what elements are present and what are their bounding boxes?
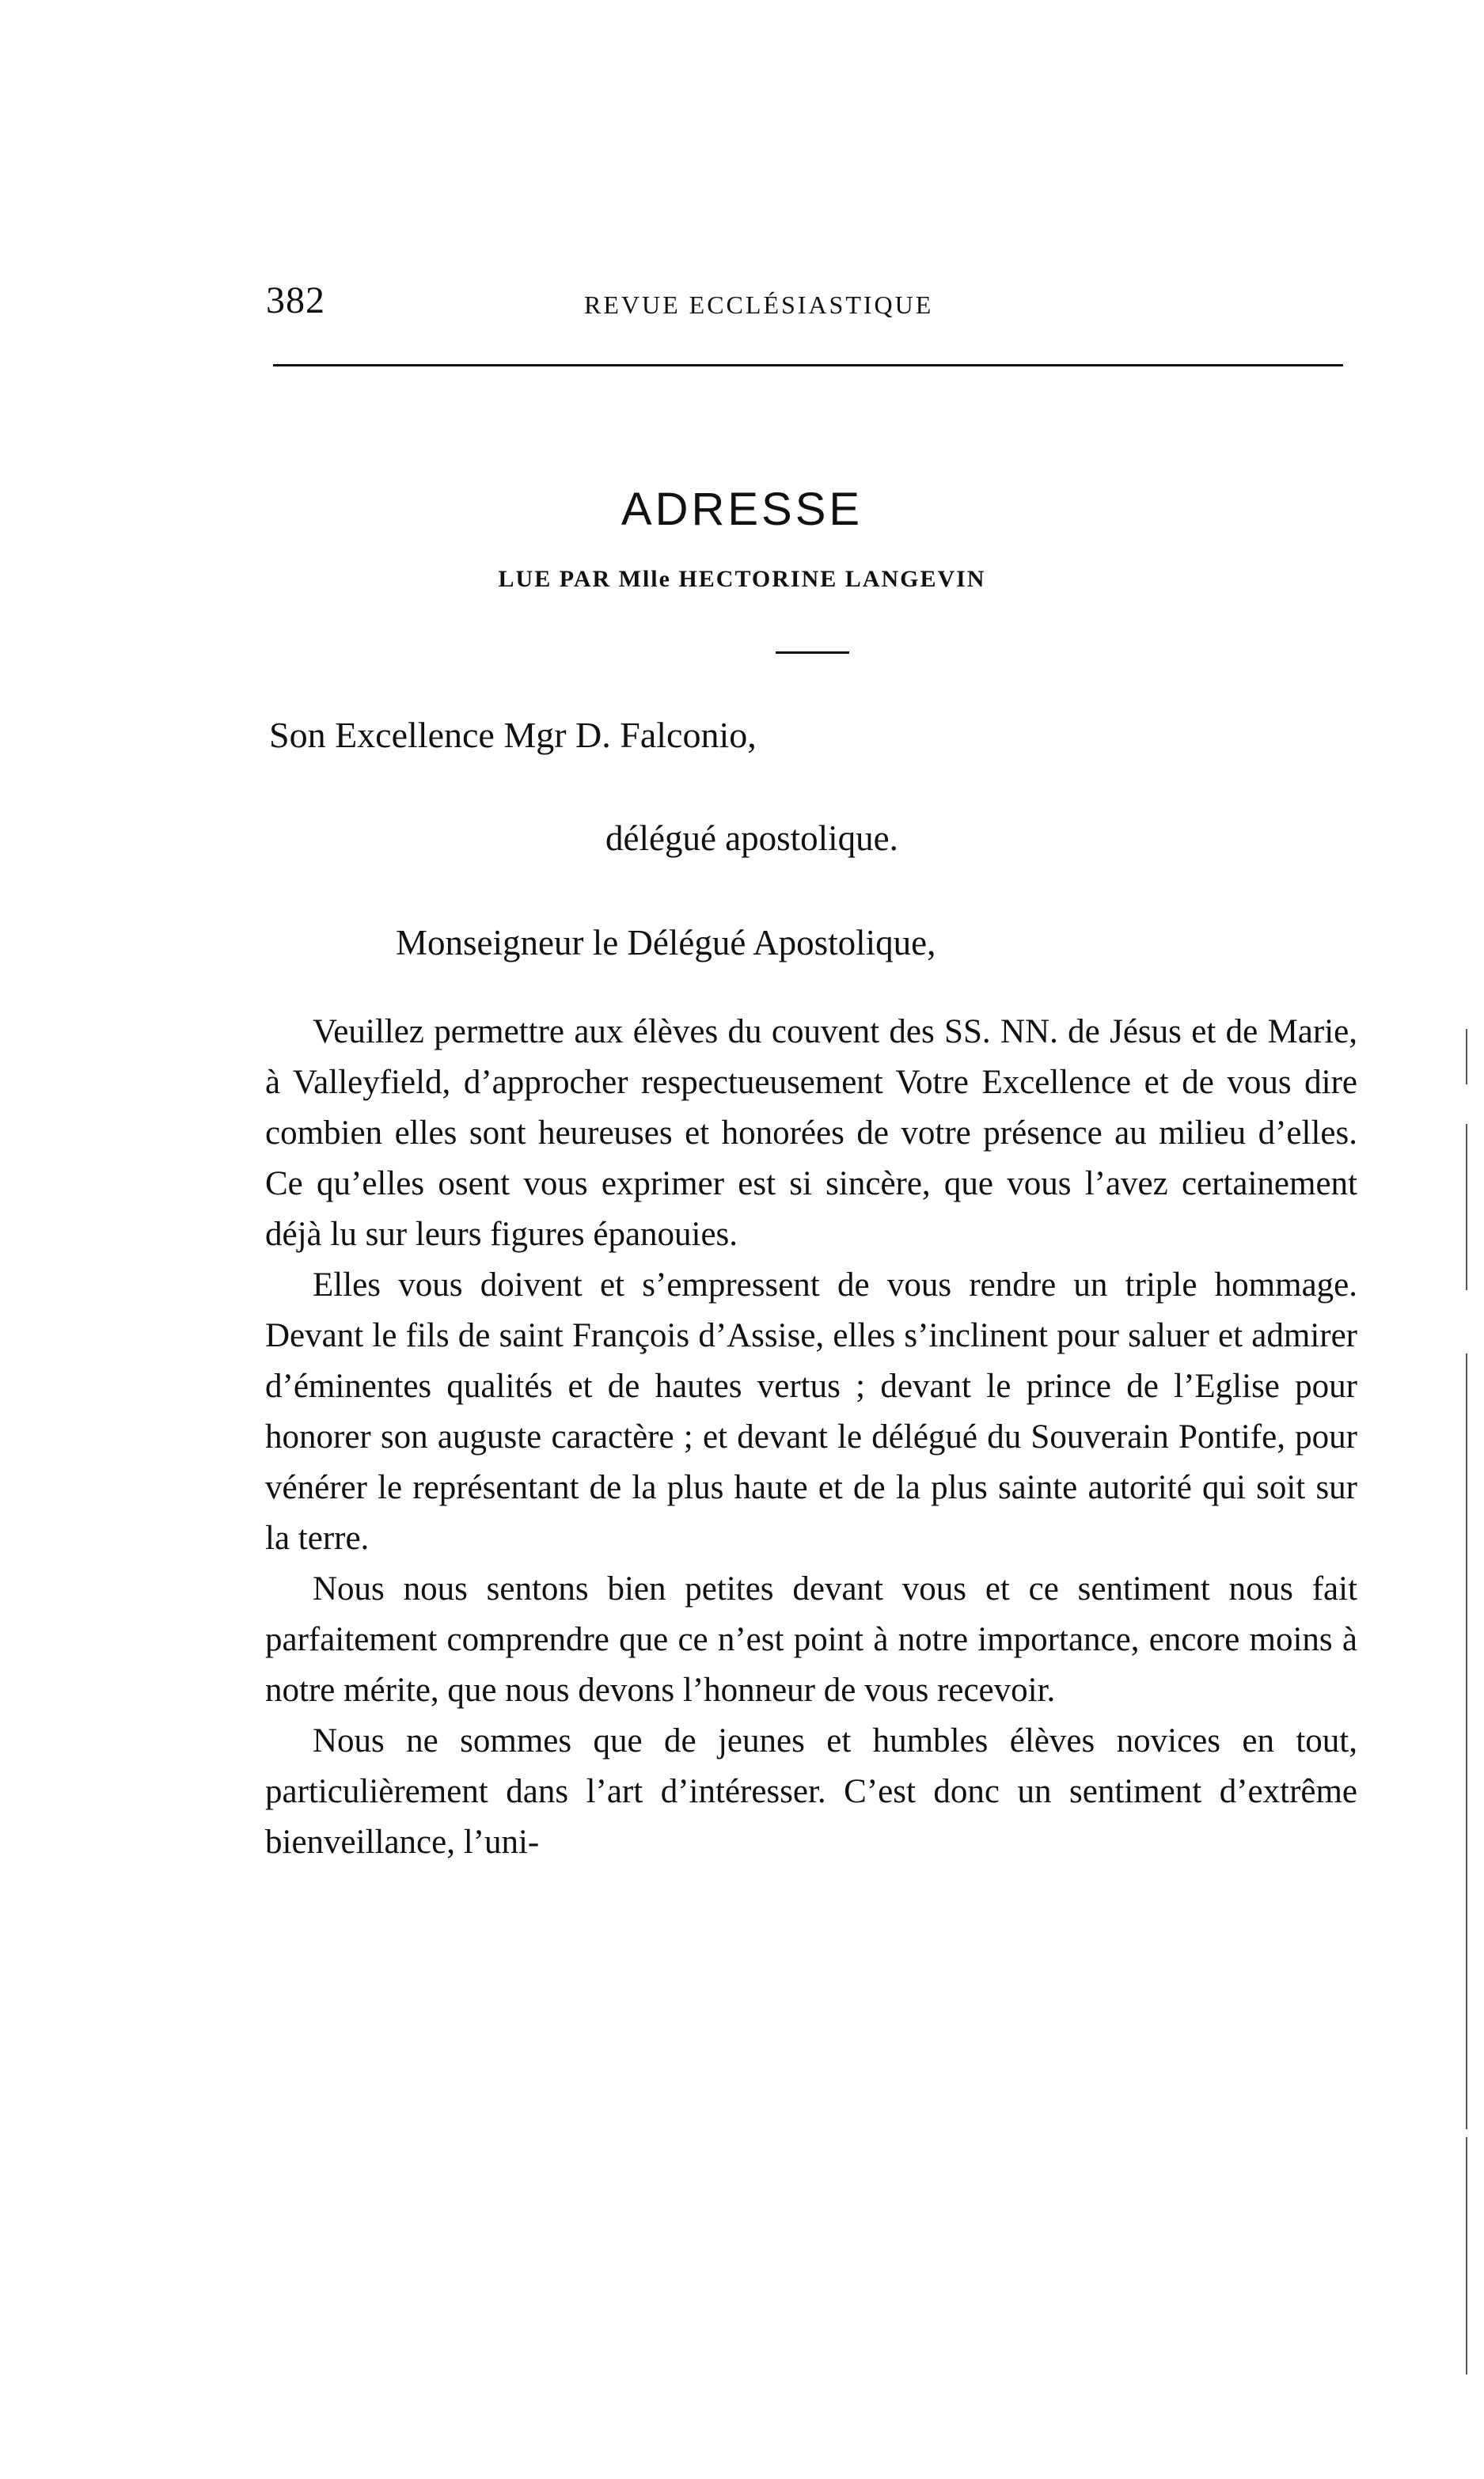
header-divider	[273, 364, 1343, 366]
page-number: 382	[266, 279, 325, 321]
article-subtitle: LUE PAR Mlle HECTORINE LANGEVIN	[498, 566, 986, 592]
body-paragraph-4: Nous ne sommes que de jeunes et humbles élèves novices en tout, particulièrement dans l’art d’intéresser. C’est donc un sentiment d’extrême bienveillance, l’uni-	[265, 1722, 1357, 1861]
salutation: Monseigneur le Délégué Apostolique,	[396, 923, 936, 962]
title-divider	[776, 651, 849, 654]
body-paragraph-3: Nous nous sentons bien petites devant vous et ce sentiment nous fait parfaitement comprendre que ce n’est point à notre importance, encore moins à notre mérite, que nous devons l’honneur de vous recevoir.	[265, 1570, 1357, 1709]
addressee-role: délégué apostolique.	[605, 818, 898, 858]
body-paragraph-1: Veuillez permettre aux élèves du couvent des SS. NN. de Jésus et de Marie, à Valleyfield, d’approcher respectueusement Votre Excellence et de vous dire combien elles sont heureuses et honorées de votre présence au milieu d’elles. Ce qu’elles osent vous exprimer est si sincère, que vous l’avez certainement déjà lu sur leurs figures épanouies.	[265, 1013, 1357, 1253]
scan-margin-mark	[1466, 2137, 1467, 2375]
body-paragraph-2: Elles vous doivent et s’empressent de vous rendre un triple hommage. Devant le fils de saint François d’Assise, elles s’inclinent pour saluer et admirer d’éminentes qualités et de hautes vertus ; devant le prince de l’Eglise pour honorer son auguste caractère ; et devant le délégué du Souverain Pontife, pour vénérer le représentant de la plus haute et de la plus sainte autorité qui soit sur la terre.	[265, 1266, 1357, 1557]
journal-title: REVUE ECCLÉSIASTIQUE	[584, 290, 934, 319]
scan-margin-mark	[1466, 1029, 1467, 1084]
scan-margin-mark	[1466, 1124, 1467, 1290]
scan-margin-mark	[1466, 1353, 1467, 2129]
article-body	[265, 1007, 1357, 1868]
running-head	[266, 277, 1350, 332]
addressee: Son Excellence Mgr D. Falconio,	[269, 715, 757, 755]
article-title: ADRESSE	[621, 483, 863, 535]
